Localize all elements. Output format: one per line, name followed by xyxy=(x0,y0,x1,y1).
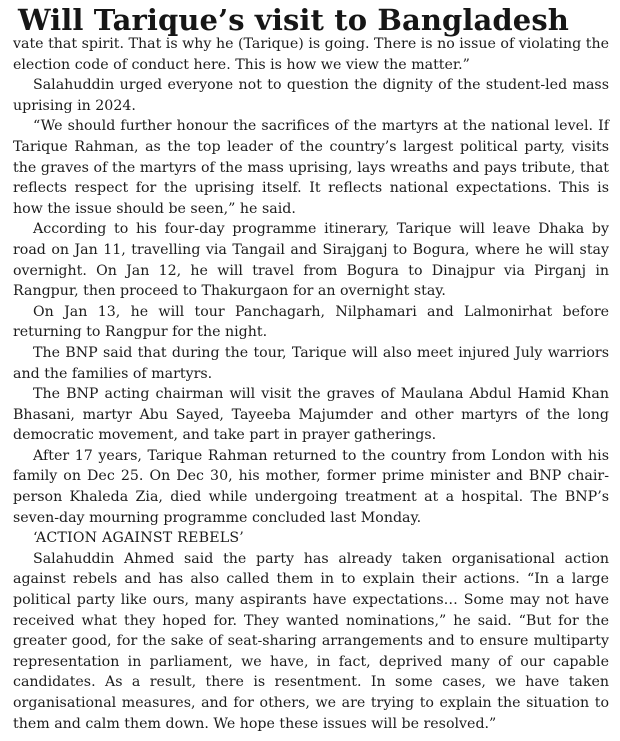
paragraph: According to his four-day programme itinerary, Tarique will leave Dhaka by road on Jan 11, travelling via Tangail and Sirajganj to Bogura, where he will stay overnight. On Jan 12, he will travel from Bogura to Dinajpur via Pirganj in Rangpur, then proceed to Thakurgaon for an overnight stay. xyxy=(13,221,609,300)
headline: Will Tarique’s visit to Bangladesh xyxy=(18,3,569,37)
paragraph: Salahuddin Ahmed said the party has already taken organisational action against rebels and has also called them in to explain their actions. “In a large political party like ours, many aspirants have expectations… Some may not have received what they hoped for. They wanted nominations,” he said. “But for the greater good, for the sake of seat-sharing arrangements and to ensure multiparty representation in parliament, we have, in fact, deprived many of our capable candidates. As a result, there is resentment. In some cases, we have taken organisational measures, and for others, we are trying to explain the situation to them and calm them down. We hope these issues will be resolved.” xyxy=(13,550,609,732)
paragraph-continued: vate that spirit. That is why he (Tarique) is going. There is no issue of violating the election code of conduct here. This is how we view the matter.” xyxy=(13,36,609,73)
section-subhead: ‘ACTION AGAINST REBELS’ xyxy=(33,530,245,547)
paragraph: After 17 years, Tarique Rahman returned to the country from London with his family on Dec 25. On Dec 30, his mother, former prime minister and BNP chairperson Khaleda Zia, died while undergoing treatment at a hospital. The BNP’s seven-day mourning programme concluded last Monday. xyxy=(13,447,609,526)
paragraph: The BNP said that during the tour, Tarique will also meet injured July warriors and the families of martyrs. xyxy=(13,344,609,382)
paragraph: Salahuddin urged everyone not to question the dignity of the student-led mass uprising in 2024. xyxy=(13,77,609,114)
paragraph: On Jan 13, he will tour Panchagarh, Nilphamari and Lalmonirhat before returning to Rangpur for the night. xyxy=(13,303,609,341)
paragraph: The BNP acting chairman will visit the graves of Maulana Abdul Hamid Khan Bhasani, martyr Abu Sayed, Tayeeba Majumder and other martyrs of the long democratic movement, and take part in prayer gatherings. xyxy=(13,386,609,444)
article-body xyxy=(13,34,609,734)
paragraph: “We should further honour the sacrifices of the martyrs at the national level. If Tarique Rahman, as the top leader of the country’s largest political party, visits the graves of the martyrs of the mass uprising, lays wreaths and pays tribute, that reflects respect for the uprising itself. It reflects national expectations. This is how the issue should be seen,” he said. xyxy=(13,118,609,217)
